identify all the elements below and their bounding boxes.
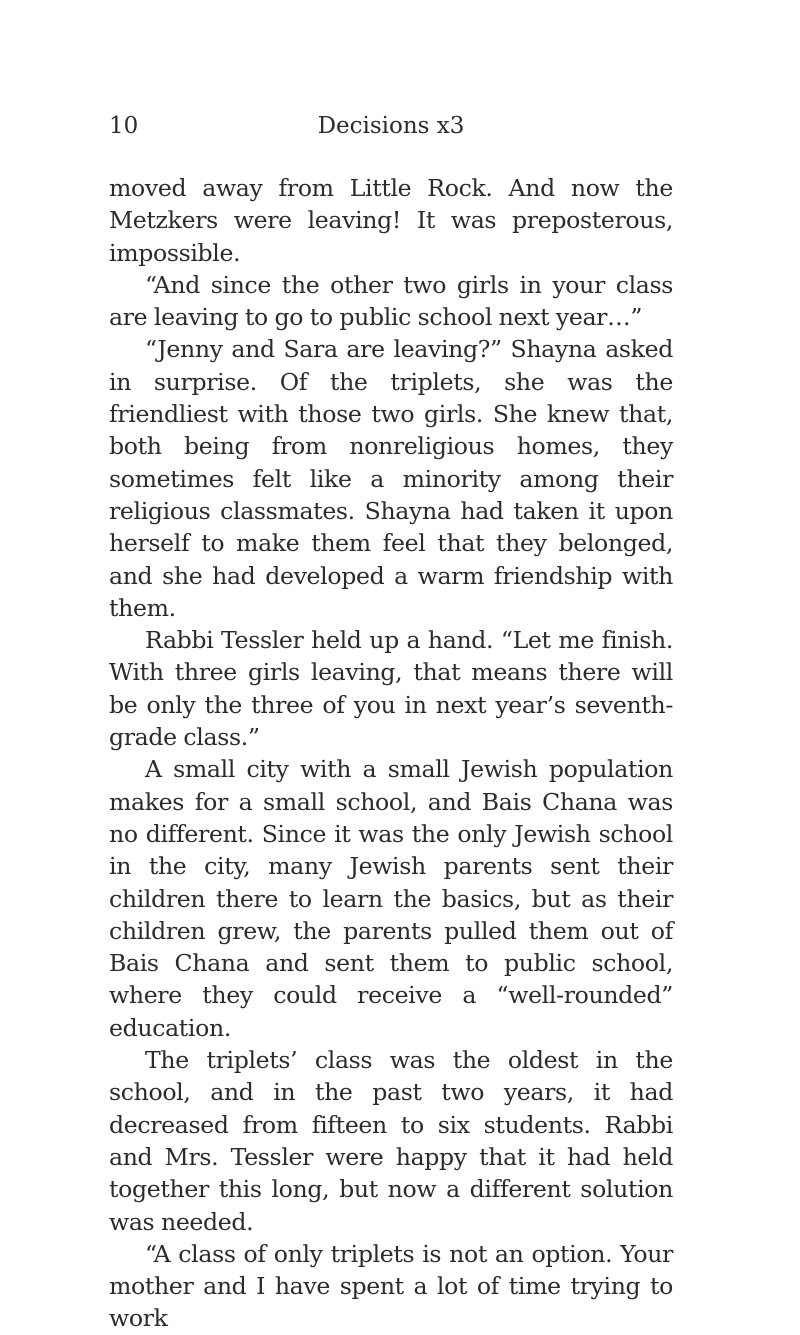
paragraph: “Jenny and Sara are leaving?” Shayna asked in surprise. Of the triplets, she was the friendliest with those two girls. She knew that, both being from nonreligious homes, they sometimes felt like a minority among their religious classmates. Shayna had taken it upon herself to make them feel that they belonged, and she had developed a warm friendship with them.	[109, 335, 673, 622]
paragraph: The triplets’ class was the oldest in the school, and in the past two years, it had decreased from fifteen to six students. Rabbi and Mrs. Tessler were happy that it had held together this long, but now a different solution was needed.	[109, 1046, 673, 1236]
body-text	[109, 172, 673, 1335]
paragraph: moved away from Little Rock. And now the Metzkers were leaving! It was preposterous, impossible.	[109, 174, 673, 267]
paragraph: Rabbi Tessler held up a hand. “Let me finish. With three girls leaving, that means there will be only the three of you in next year’s seventh-grade class.”	[109, 626, 673, 752]
running-head: Decisions x3	[317, 113, 465, 139]
paragraph: “A class of only triplets is not an option. Your mother and I have spent a lot of time trying to work	[109, 1239, 673, 1333]
page-number: 10	[109, 113, 139, 139]
page-header	[109, 108, 673, 144]
paragraph: “And since the other two girls in your class are leaving to go to public school next year…”	[109, 270, 673, 332]
paragraph: A small city with a small Jewish population makes for a small school, and Bais Chana was no different. Since it was the only Jewish school in the city, many Jewish parents sent their children there to learn the basics, but as their children grew, the parents pulled them out of Bais Chana and sent them to public school, where they could receive a “well-rounded” education.	[109, 755, 673, 1042]
